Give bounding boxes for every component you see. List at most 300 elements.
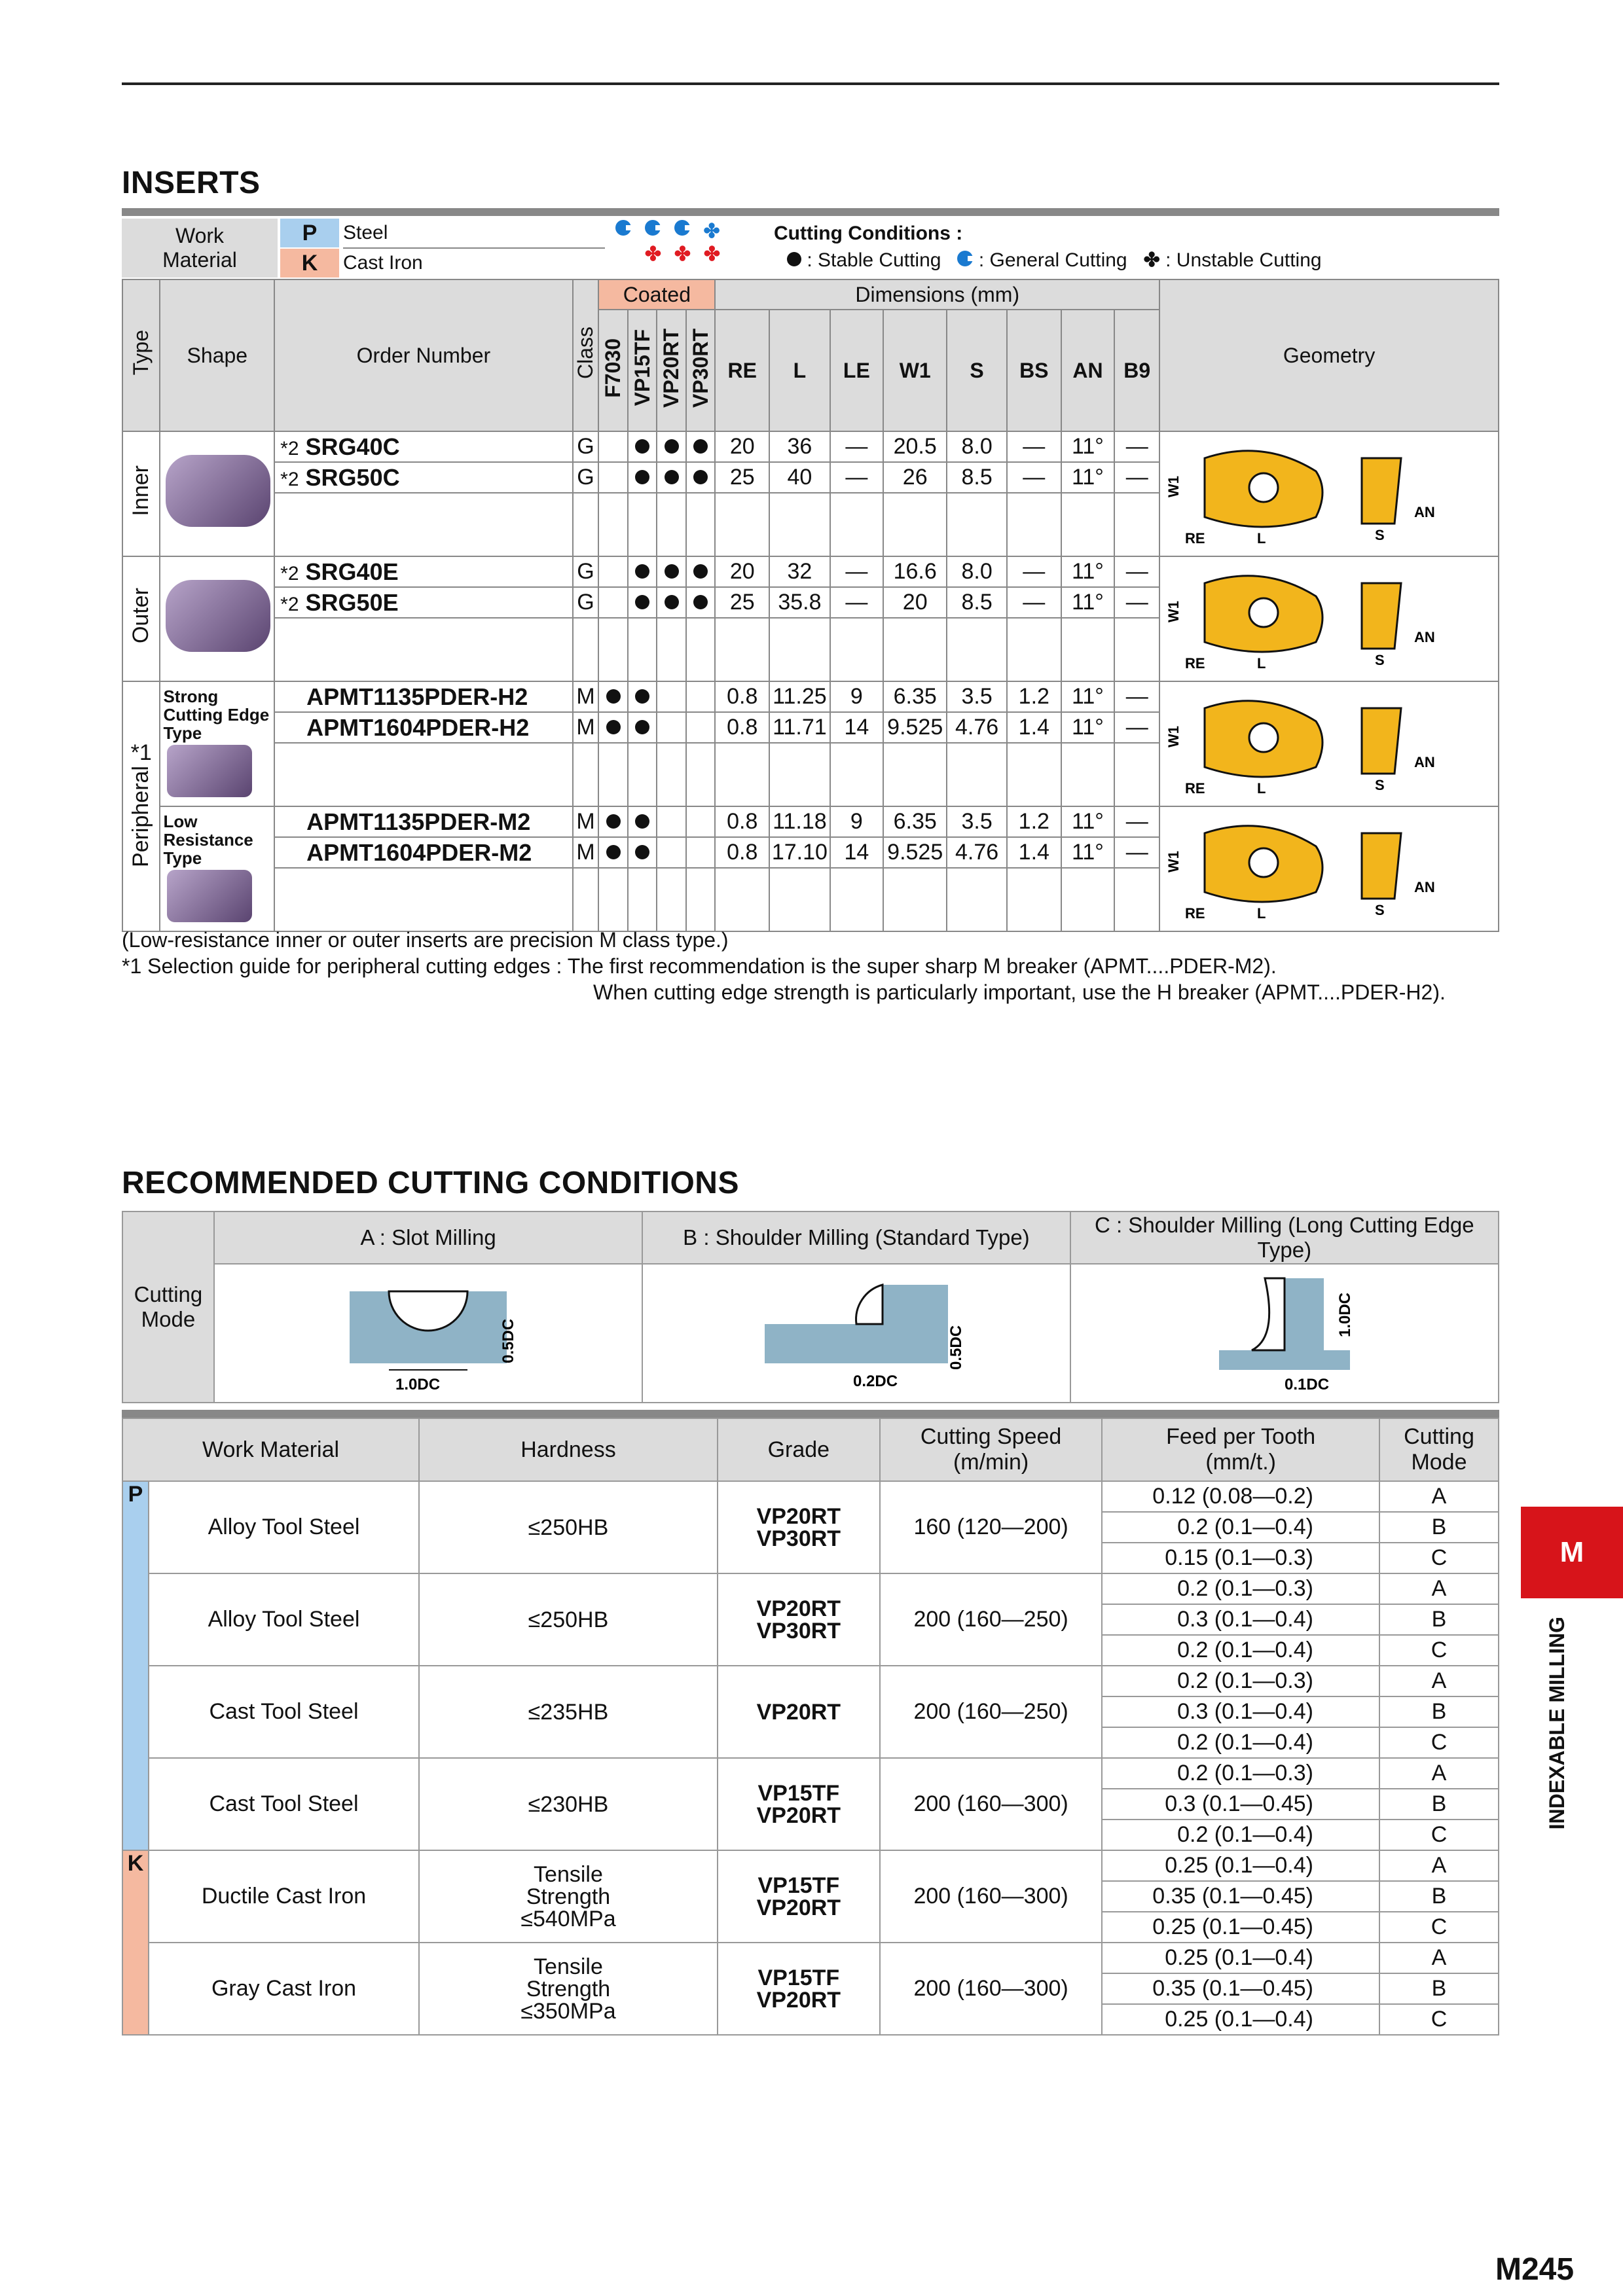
class-cell: G	[573, 556, 599, 587]
dim-value: 0.8	[715, 806, 769, 837]
cutter-b	[856, 1285, 882, 1324]
svg-text:AN: AN	[1414, 504, 1435, 520]
grade-availability	[686, 681, 715, 712]
order-number[interactable]: *2 SRG50E	[274, 587, 572, 618]
cutting-conditions-label: Cutting Conditions :	[774, 223, 963, 244]
stable-icon	[606, 720, 621, 734]
inserts-title: INSERTS	[122, 166, 261, 200]
unstable-icon: ✤	[674, 243, 691, 265]
dim-header: LE	[830, 310, 883, 431]
svg-text:L: L	[1257, 780, 1266, 797]
dim-a-1: 1.0DC	[395, 1376, 441, 1393]
mode-cell: C	[1379, 1727, 1499, 1758]
hardness-cell: ≤250HB	[419, 1481, 718, 1573]
class-cell: G	[573, 431, 599, 462]
insert-row	[122, 806, 1499, 837]
dim-header: L	[769, 310, 830, 431]
grade-availability	[628, 587, 657, 618]
svg-text:S: S	[1375, 902, 1385, 918]
work-material-box	[122, 219, 278, 278]
screw-hole	[1249, 723, 1278, 752]
type-outer: Outer	[122, 556, 160, 681]
stable-icon	[665, 564, 679, 579]
stable-icon	[665, 439, 679, 454]
insert-geometry-svg	[1165, 807, 1493, 925]
mode-b-header: B : Shoulder Milling (Standard Type)	[642, 1211, 1070, 1264]
grade-availability	[657, 431, 685, 462]
dim-value: 20	[715, 431, 769, 462]
feed-cell: 0.25 (0.1—0.45)	[1102, 1912, 1379, 1943]
class-cell: G	[573, 587, 599, 618]
general-icon	[615, 220, 631, 236]
dim-value: 8.0	[947, 431, 1007, 462]
cutting-mode-table	[122, 1211, 1499, 1403]
grade-header: VP15TF	[628, 310, 657, 431]
dim-value: —	[1007, 462, 1061, 493]
material-cell: Alloy Tool Steel	[149, 1481, 419, 1573]
grade-availability	[686, 712, 715, 743]
stable-label: : Stable Cutting	[807, 249, 941, 271]
dim-header: W1	[883, 310, 947, 431]
dim-value: —	[1007, 556, 1061, 587]
mode-cell: A	[1379, 1850, 1499, 1881]
material-cell: Alloy Tool Steel	[149, 1573, 419, 1666]
dim-value: 11°	[1061, 806, 1115, 837]
work-material-col: Work Material	[122, 1418, 419, 1481]
mode-cell: B	[1379, 1881, 1499, 1912]
screw-hole	[1249, 598, 1278, 627]
grade-availability	[628, 806, 657, 837]
insert-geometry-svg	[1165, 682, 1493, 800]
stable-icon	[693, 564, 708, 579]
mode-a-header: A : Slot Milling	[214, 1211, 642, 1264]
dim-value: 8.5	[947, 587, 1007, 618]
feed-cell: 0.12 (0.08—0.2)	[1102, 1481, 1379, 1512]
grade-availability	[686, 587, 715, 618]
dim-header: RE	[715, 310, 769, 431]
grade-availability	[686, 556, 715, 587]
insert-shape: Strong Cutting Edge Type	[160, 681, 274, 806]
insert-side-view	[1362, 708, 1401, 774]
dim-value: —	[830, 431, 883, 462]
dim-a-2: 0.5DC	[500, 1318, 518, 1363]
grade-availability	[686, 806, 715, 837]
speed-col: Cutting Speed (m/min)	[880, 1418, 1103, 1481]
feed-cell: 0.3 (0.1—0.4)	[1102, 1604, 1379, 1635]
grade-availability	[657, 556, 685, 587]
dim-value: 0.8	[715, 681, 769, 712]
dim-value: —	[830, 462, 883, 493]
grade-availability	[657, 681, 685, 712]
class-cell: M	[573, 712, 599, 743]
top-rule	[122, 82, 1499, 85]
unstable-icon: ✤	[1143, 249, 1160, 271]
dim-value: 0.8	[715, 837, 769, 868]
work-material-label: Work Material	[162, 224, 237, 272]
dim-value: 6.35	[883, 806, 947, 837]
mode-col: Cutting Mode	[1379, 1418, 1499, 1481]
mode-cell: B	[1379, 1604, 1499, 1635]
screw-hole	[1249, 473, 1278, 502]
p-code: P	[280, 219, 339, 247]
grade-header: VP30RT	[686, 310, 715, 431]
dim-value: —	[1114, 431, 1159, 462]
svg-text:RE: RE	[1185, 780, 1205, 797]
grade-col: Grade	[718, 1418, 880, 1481]
mode-cell: C	[1379, 1635, 1499, 1666]
grade-availability	[628, 556, 657, 587]
mode-c-diagram	[1070, 1264, 1499, 1403]
dim-value: 35.8	[769, 587, 830, 618]
dim-value: —	[1114, 712, 1159, 743]
svg-text:S: S	[1375, 777, 1385, 793]
svg-text:L: L	[1257, 530, 1266, 547]
dim-value: 1.2	[1007, 806, 1061, 837]
dim-header: S	[947, 310, 1007, 431]
grade-availability	[628, 462, 657, 493]
dim-value: 11°	[1061, 681, 1115, 712]
svg-text:AN: AN	[1414, 879, 1435, 895]
mode-cell: C	[1379, 1543, 1499, 1573]
stable-icon	[665, 595, 679, 609]
page-number: M245	[1495, 2252, 1575, 2287]
speed-cell: 200 (160—300)	[880, 1758, 1103, 1850]
class-cell: M	[573, 837, 599, 868]
stable-icon	[693, 439, 708, 454]
mode-cell: B	[1379, 1973, 1499, 2004]
geometry-drawing	[1159, 431, 1499, 556]
mode-cell: C	[1379, 1820, 1499, 1850]
speed-cell: 160 (120—200)	[880, 1481, 1103, 1573]
unstable-icon: ✤	[703, 221, 720, 242]
condition-row	[122, 1758, 1499, 1789]
group-band-k: K	[122, 1850, 149, 2035]
dim-value: 11°	[1061, 837, 1115, 868]
grade-availability	[598, 556, 627, 587]
notes	[122, 927, 1446, 1005]
grade-availability	[686, 431, 715, 462]
stable-icon	[606, 689, 621, 704]
svg-text:AN: AN	[1414, 629, 1435, 645]
dim-value: 20.5	[883, 431, 947, 462]
order-number[interactable]: *2 SRG50C	[274, 462, 572, 493]
hardness-cell: ≤250HB	[419, 1573, 718, 1666]
dim-value: —	[1114, 837, 1159, 868]
feed-cell: 0.35 (0.1—0.45)	[1102, 1973, 1379, 2004]
insert-side-view	[1362, 458, 1401, 524]
condition-row	[122, 1666, 1499, 1696]
order-number[interactable]: APMT1604PDER-M2	[274, 837, 572, 868]
grade-cell: VP20RT	[718, 1666, 880, 1758]
dim-value: 9.525	[883, 712, 947, 743]
geometry-header: Geometry	[1159, 279, 1499, 431]
dim-value: 16.6	[883, 556, 947, 587]
dim-value: 11°	[1061, 556, 1115, 587]
hardness-cell: ≤230HB	[419, 1758, 718, 1850]
dim-value: 11°	[1061, 587, 1115, 618]
stable-icon	[635, 845, 649, 859]
grade-availability	[686, 462, 715, 493]
mode-cell: A	[1379, 1943, 1499, 1973]
hardness-cell: Tensile Strength ≤350MPa	[419, 1943, 718, 2035]
dim-value: 8.5	[947, 462, 1007, 493]
svg-text:RE: RE	[1185, 905, 1205, 922]
condition-row	[122, 1850, 1499, 1881]
feed-cell: 0.2 (0.1—0.4)	[1102, 1512, 1379, 1543]
dim-value: 9	[830, 681, 883, 712]
dim-value: —	[1114, 806, 1159, 837]
stable-icon	[635, 439, 649, 454]
feed-cell: 0.3 (0.1—0.45)	[1102, 1789, 1379, 1820]
k-code: K	[280, 249, 339, 278]
screw-hole	[1249, 848, 1278, 877]
p-name: Steel	[343, 219, 605, 249]
dim-value: 20	[883, 587, 947, 618]
stable-icon	[635, 595, 649, 609]
dim-value: 11°	[1061, 431, 1115, 462]
dim-value: —	[1007, 587, 1061, 618]
feed-cell: 0.2 (0.1—0.4)	[1102, 1635, 1379, 1666]
grade-availability	[686, 837, 715, 868]
grade-cell: VP20RT VP30RT	[718, 1481, 880, 1573]
grade-cell: VP20RT VP30RT	[718, 1573, 880, 1666]
general-label: : General Cutting	[978, 249, 1127, 271]
dim-c-2: 1.0DC	[1336, 1292, 1354, 1337]
shape-header: Shape	[160, 279, 274, 431]
condition-row	[122, 1573, 1499, 1604]
dim-value: —	[1114, 462, 1159, 493]
mode-c-header: C : Shoulder Milling (Long Cutting Edge Type)	[1070, 1211, 1499, 1264]
dim-value: 36	[769, 431, 830, 462]
feed-cell: 0.2 (0.1—0.3)	[1102, 1758, 1379, 1789]
dim-value: 26	[883, 462, 947, 493]
insert-side-view	[1362, 833, 1401, 899]
mode-cell: A	[1379, 1481, 1499, 1512]
coated-header: Coated	[598, 279, 715, 310]
mode-cell: A	[1379, 1573, 1499, 1604]
dim-value: 9	[830, 806, 883, 837]
class-cell: M	[573, 681, 599, 712]
dim-c-1: 0.1DC	[1284, 1376, 1329, 1393]
grade-availability	[657, 806, 685, 837]
dim-value: 4.76	[947, 837, 1007, 868]
stable-icon	[635, 689, 649, 704]
mode-cell: B	[1379, 1789, 1499, 1820]
unstable-label: : Unstable Cutting	[1165, 249, 1322, 271]
type-header: Type	[122, 279, 160, 431]
feed-cell: 0.25 (0.1—0.4)	[1102, 1850, 1379, 1881]
material-cell: Cast Tool Steel	[149, 1666, 419, 1758]
stable-icon	[693, 470, 708, 484]
svg-text:W1: W1	[1165, 851, 1182, 872]
mode-b-diagram	[642, 1264, 1070, 1403]
grade-availability	[657, 837, 685, 868]
class-cell: G	[573, 462, 599, 493]
dim-value: —	[1114, 556, 1159, 587]
material-cell: Gray Cast Iron	[149, 1943, 419, 2035]
dimensions-header: Dimensions (mm)	[715, 279, 1159, 310]
speed-cell: 200 (160—250)	[880, 1666, 1103, 1758]
mode-a-diagram	[214, 1264, 642, 1403]
material-cell: Cast Tool Steel	[149, 1758, 419, 1850]
svg-text:W1: W1	[1165, 476, 1182, 497]
cutting-mode-label: Cutting Mode	[122, 1211, 214, 1403]
mode-cell: B	[1379, 1696, 1499, 1727]
grade-cell: VP15TF VP20RT	[718, 1850, 880, 1943]
dim-value: 32	[769, 556, 830, 587]
hardness-cell: ≤235HB	[419, 1666, 718, 1758]
dim-value: 11.71	[769, 712, 830, 743]
general-icon	[674, 220, 690, 236]
dim-value: 11°	[1061, 462, 1115, 493]
general-icon	[957, 251, 973, 266]
insert-row	[122, 556, 1499, 587]
dim-b-1: 0.2DC	[852, 1372, 898, 1390]
dim-value: 1.2	[1007, 681, 1061, 712]
svg-text:L: L	[1257, 905, 1266, 922]
svg-text:L: L	[1257, 655, 1266, 672]
dim-value: 14	[830, 712, 883, 743]
dim-value: 25	[715, 587, 769, 618]
dim-value: —	[830, 556, 883, 587]
feed-cell: 0.25 (0.1—0.4)	[1102, 1943, 1379, 1973]
stable-icon	[693, 595, 708, 609]
grade-header: F7030	[598, 310, 627, 431]
section-tab[interactable]: M	[1521, 1507, 1623, 1598]
dim-value: 3.5	[947, 681, 1007, 712]
svg-text:S: S	[1375, 527, 1385, 543]
dim-value: 17.10	[769, 837, 830, 868]
speed-cell: 200 (160—300)	[880, 1850, 1103, 1943]
order-number[interactable]: APMT1135PDER-M2	[274, 806, 572, 837]
insert-row	[122, 681, 1499, 712]
cutting-conditions-legend	[774, 223, 1322, 272]
insert-shape: Low Resistance Type	[160, 806, 274, 931]
condition-row	[122, 1943, 1499, 1973]
dim-value: 25	[715, 462, 769, 493]
stable-icon	[635, 814, 649, 829]
grade-icons-legend	[609, 220, 727, 276]
order-number[interactable]: APMT1604PDER-H2	[274, 712, 572, 743]
dim-header: AN	[1061, 310, 1115, 431]
insert-geometry-svg	[1165, 557, 1493, 675]
stable-icon	[606, 845, 621, 859]
slot-milling-diagram	[297, 1265, 559, 1396]
order-number[interactable]: *2 SRG40C	[274, 431, 572, 462]
dim-value: 11°	[1061, 712, 1115, 743]
speed-cell: 200 (160—300)	[880, 1943, 1103, 2035]
cutter-c	[1252, 1278, 1285, 1350]
general-icon	[645, 220, 661, 236]
group-band-p: P	[122, 1481, 149, 1850]
feed-cell: 0.2 (0.1—0.3)	[1102, 1573, 1379, 1604]
dim-value: —	[1114, 681, 1159, 712]
grade-availability	[598, 806, 627, 837]
hardness-cell: Tensile Strength ≤540MPa	[419, 1850, 718, 1943]
feed-cell: 0.35 (0.1—0.45)	[1102, 1881, 1379, 1912]
dim-value: —	[1114, 587, 1159, 618]
type-peripheral: *1 Peripheral	[122, 681, 160, 931]
dim-value: 14	[830, 837, 883, 868]
dim-value: 1.4	[1007, 837, 1061, 868]
stable-icon	[635, 470, 649, 484]
grade-availability	[598, 837, 627, 868]
feed-cell: 0.3 (0.1—0.4)	[1102, 1696, 1379, 1727]
dim-value: 3.5	[947, 806, 1007, 837]
grade-availability	[598, 431, 627, 462]
grade-availability	[598, 681, 627, 712]
dim-value: —	[1007, 431, 1061, 462]
mode-cell: A	[1379, 1666, 1499, 1696]
class-cell: M	[573, 806, 599, 837]
feed-cell: 0.15 (0.1—0.3)	[1102, 1543, 1379, 1573]
grade-availability	[628, 431, 657, 462]
dim-b-2: 0.5DC	[947, 1325, 965, 1370]
dim-value: 40	[769, 462, 830, 493]
condition-row	[122, 1481, 1499, 1512]
dim-value: 9.525	[883, 837, 947, 868]
note-3: When cutting edge strength is particularly important, use the H breaker (APMT....PDER-H2).	[593, 980, 1446, 1004]
dim-value: 8.0	[947, 556, 1007, 587]
dim-header: B9	[1114, 310, 1159, 431]
grade-availability	[657, 462, 685, 493]
grade-cell: VP15TF VP20RT	[718, 1943, 880, 2035]
dim-value: 1.4	[1007, 712, 1061, 743]
inserts-table	[122, 279, 1499, 932]
grade-availability	[628, 712, 657, 743]
order-number[interactable]: *2 SRG40E	[274, 556, 572, 587]
stable-icon	[606, 814, 621, 829]
grade-availability	[657, 712, 685, 743]
feed-col: Feed per Tooth (mm/t.)	[1102, 1418, 1379, 1481]
stable-icon	[635, 564, 649, 579]
svg-text:RE: RE	[1185, 530, 1205, 547]
dim-header: BS	[1007, 310, 1061, 431]
svg-text:S: S	[1375, 652, 1385, 668]
geometry-drawing	[1159, 681, 1499, 806]
dim-value: 6.35	[883, 681, 947, 712]
conditions-bar	[122, 1410, 1499, 1418]
note-2: *1 Selection guide for peripheral cutting edges : The first recommendation is the super sharp M breaker (APMT....PDER-M2).	[122, 954, 1277, 978]
dim-value: 4.76	[947, 712, 1007, 743]
stable-icon	[635, 720, 649, 734]
mode-cell: A	[1379, 1758, 1499, 1789]
speed-cell: 200 (160—250)	[880, 1573, 1103, 1666]
grade-availability	[657, 587, 685, 618]
grade-availability	[628, 681, 657, 712]
grade-cell: VP15TF VP20RT	[718, 1758, 880, 1850]
grade-availability	[598, 462, 627, 493]
k-name: Cast Iron	[343, 252, 423, 274]
geometry-drawing	[1159, 556, 1499, 681]
type-inner: Inner	[122, 431, 160, 556]
insert-row	[122, 431, 1499, 462]
feed-cell: 0.2 (0.1—0.3)	[1102, 1666, 1379, 1696]
inserts-bar	[122, 208, 1499, 216]
long-edge-milling-diagram	[1154, 1265, 1415, 1396]
mode-cell: B	[1379, 1512, 1499, 1543]
unstable-icon: ✤	[703, 243, 721, 265]
grade-availability	[628, 837, 657, 868]
insert-geometry-svg	[1165, 432, 1493, 550]
order-number[interactable]: APMT1135PDER-H2	[274, 681, 572, 712]
shoulder-milling-diagram	[725, 1265, 987, 1396]
mode-cell: C	[1379, 2004, 1499, 2035]
insert-shape	[160, 556, 274, 681]
insert-shape	[160, 431, 274, 556]
dim-value: 20	[715, 556, 769, 587]
grade-availability	[598, 587, 627, 618]
